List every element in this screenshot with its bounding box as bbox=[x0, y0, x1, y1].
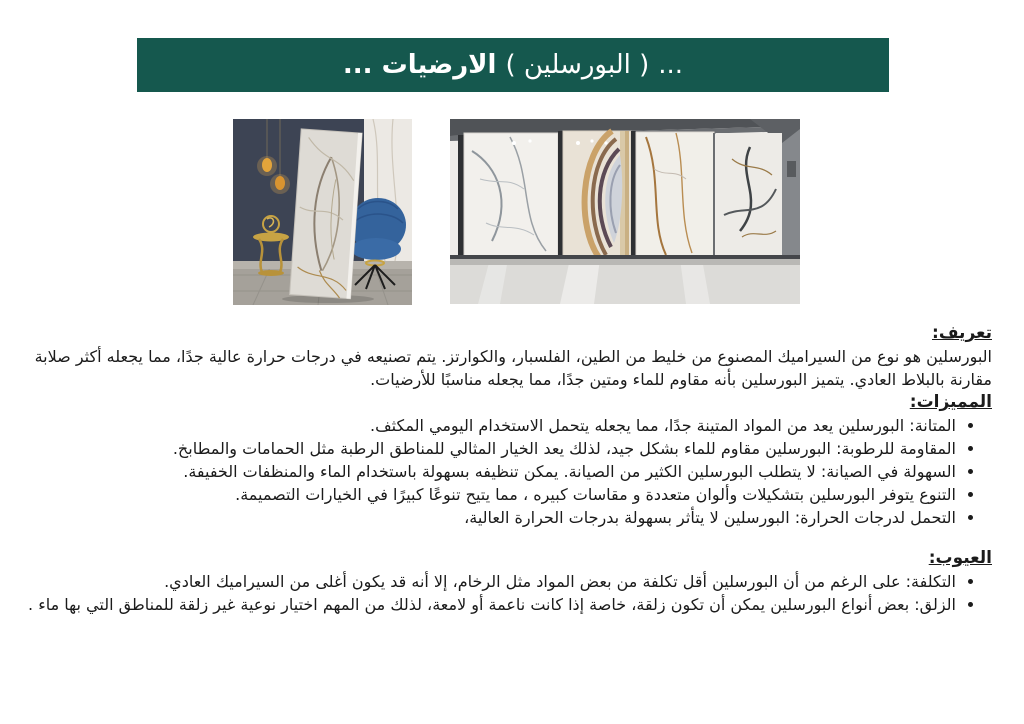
title-subtitle: ( البورسلين ) bbox=[505, 50, 650, 80]
showroom-floor bbox=[450, 255, 800, 304]
title-dots-right: ... bbox=[658, 50, 684, 80]
slab-white-brown-veins bbox=[636, 132, 714, 258]
slab-frame bbox=[558, 131, 563, 259]
photo-porcelain-showroom bbox=[450, 119, 800, 304]
features-heading: المميزات: bbox=[909, 392, 992, 412]
porcelain-slab bbox=[290, 129, 362, 299]
feature-item: • السهولة في الصيانة: لا يتطلب البورسلين الكثير من الصيانة. يمكن تنظيفه بسهولة باستخدام الماء والمنظفات الخفيفة. bbox=[28, 460, 956, 483]
feature-item: • المتانة: البورسلين يعد من المواد المتينة جدًا، مما يجعله يتحمل الاستخدام اليومي المكثف. bbox=[28, 414, 956, 437]
slab-agate-pattern bbox=[563, 131, 631, 259]
feature-item: • التنوع يتوفر البورسلين بتشكيلات وألوان متعددة و مقاسات كبيره ، مما يتيح تنوعًا كبيرًا في الخيارات التصميمة. bbox=[28, 483, 956, 506]
feature-item: • المقاومة للرطوبة: البورسلين مقاوم للماء بشكل جيد، لذلك يعد الخيار المثالي للمناطق الرطبة مثل الحمامات والمطابخ. bbox=[28, 437, 956, 460]
disadvantages-list bbox=[28, 570, 992, 616]
feature-item: • التحمل لدرجات الحرارة: البورسلين لا يتأثر بسهولة بدرجات الحرارة العالية، bbox=[28, 506, 956, 529]
title-dots-left: ... bbox=[342, 50, 373, 80]
slab-white-gray-veins bbox=[458, 133, 558, 257]
disadvantage-item: • الزلق: بعض أنواع البورسلين يمكن أن تكون زلقة، خاصة إذا كانت ناعمة أو لامعة، لذلك من المهم اختيار نوعية غير زلقة للمناطق التي بها ماء . bbox=[28, 593, 956, 616]
features-list bbox=[28, 414, 992, 529]
definition-paragraph: البورسلين هو نوع من السيراميك المصنوع من خليط من الطين، الفلسبار، والكوارتز. يتم تصنيعه في درجات حرارة عالية جدًا، مما يجعله أكثر صلابة مقارنة بالبلاط العادي. يتميز البورسلين بأنه مقاوم للماء ومتين جدًا، مما يجعله مناسبًا للأرضيات. bbox=[34, 347, 992, 389]
content-area bbox=[0, 322, 1024, 616]
definition-heading: تعريف: bbox=[932, 323, 992, 343]
photo-porcelain-slab-room bbox=[233, 119, 412, 305]
slab-frame bbox=[631, 131, 636, 259]
title-banner bbox=[137, 38, 889, 92]
slab-white-dark-veins bbox=[714, 133, 782, 257]
disadvantage-item: • التكلفة: على الرغم من أن البورسلين أقل تكلفة من بعض المواد مثل الرخام، إلا أنه قد يكون أغلى من السيراميك العادي. bbox=[28, 570, 956, 593]
disadvantages-heading: العيوب: bbox=[928, 548, 992, 568]
page-title: الارضيات bbox=[381, 50, 497, 80]
